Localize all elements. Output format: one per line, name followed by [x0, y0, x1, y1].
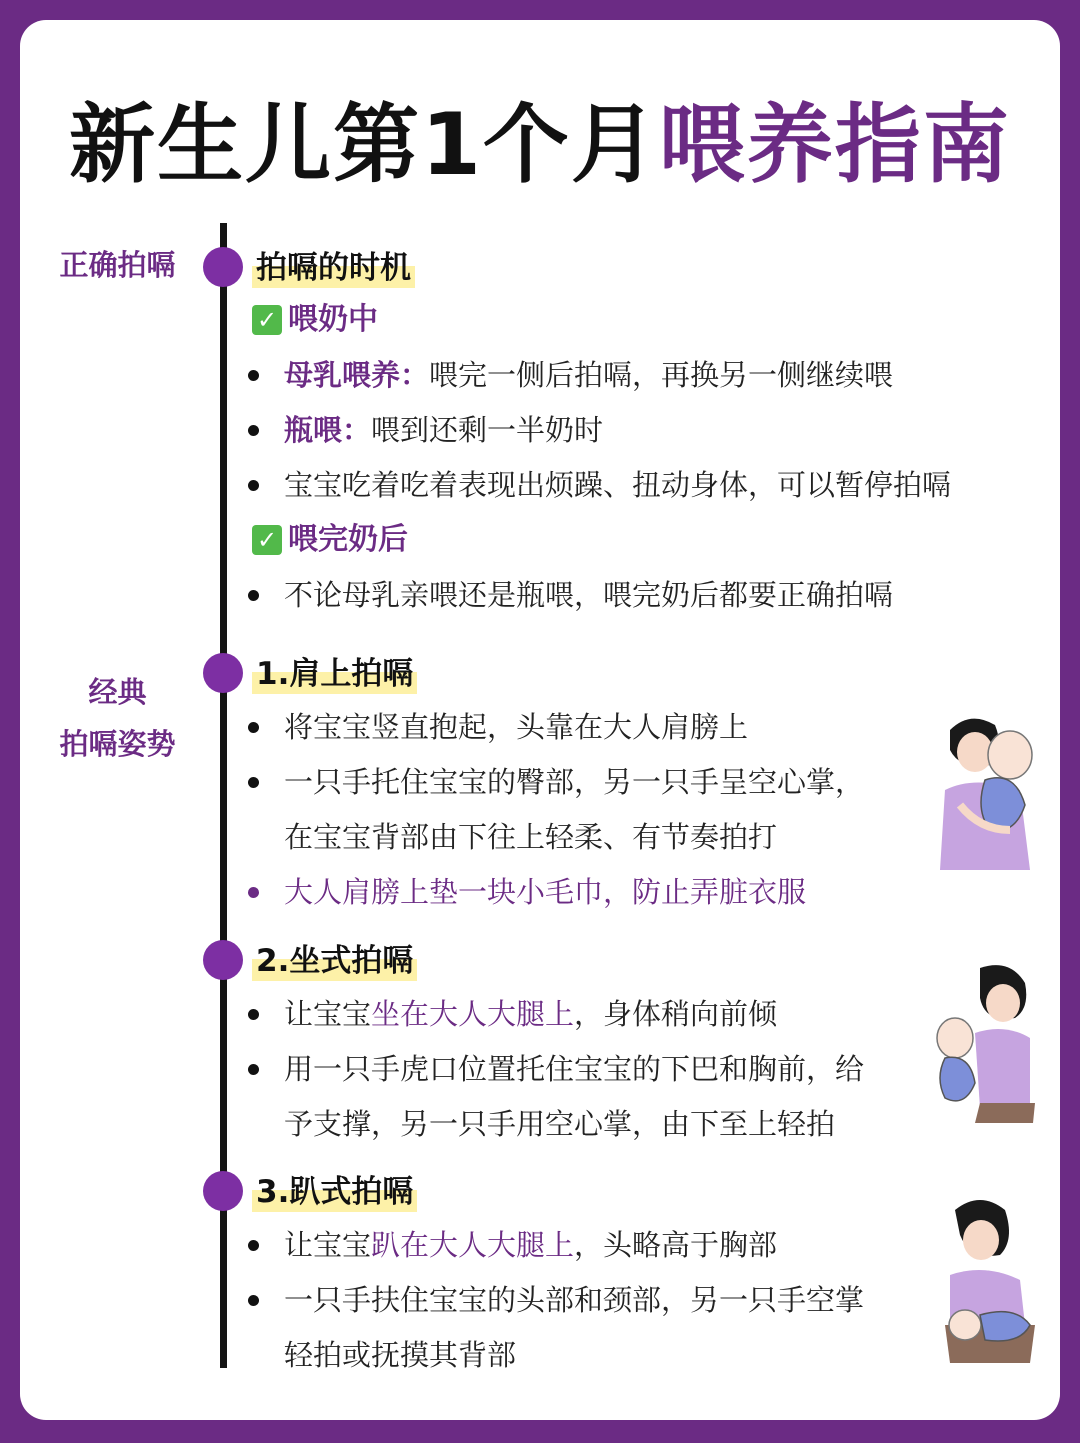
timeline-dot: [203, 940, 243, 980]
lying-burp-illustration: [925, 1185, 1045, 1365]
guide-card: [20, 20, 1060, 1420]
check-icon: ✓: [252, 305, 282, 335]
item-text: 用一只手虎口位置托住宝宝的下巴和胸前，给: [284, 1052, 865, 1086]
section-title-lying: 3.趴式拍嗝: [252, 1172, 417, 1212]
item-label: 瓶喂：: [284, 413, 372, 447]
item-highlight: 坐在大人大腿上: [371, 997, 575, 1031]
section-title-timing: 拍嗝的时机: [252, 248, 415, 288]
side-label-burping: 正确拍嗝: [59, 248, 176, 282]
item-text-continued: 轻拍或抚摸其背部: [284, 1338, 517, 1372]
item-text-continued: 予支撑，另一只手用空心掌，由下至上轻拍: [284, 1107, 836, 1141]
item-highlight: 趴在大人大腿上: [371, 1228, 575, 1262]
section-title-sitting: 2.坐式拍嗝: [252, 941, 417, 981]
during-feeding-heading: [252, 300, 378, 340]
item-text: 一只手托住宝宝的臀部，另一只手呈空心掌，: [284, 765, 865, 799]
after-feeding-heading: [252, 520, 408, 560]
timeline-dot: [203, 1171, 243, 1211]
side-label-positions-line1: 经典: [88, 675, 147, 709]
after-feeding-label: 喂完奶后: [288, 522, 408, 557]
item-text: 喂到还剩一半奶时: [371, 413, 604, 447]
item-text: 让宝宝: [284, 1228, 372, 1262]
item-text-continued: 在宝宝背部由下往上轻柔、有节奏拍打: [284, 820, 778, 854]
section-title-shoulder: 1.肩上拍嗝: [252, 654, 417, 694]
item-text: 喂完一侧后拍嗝，再换另一侧继续喂: [429, 358, 894, 392]
sitting-burp-illustration: [925, 958, 1045, 1123]
side-label-positions-line2: 拍嗝姿势: [59, 727, 176, 761]
timeline-dot: [203, 653, 243, 693]
during-feeding-label: 喂奶中: [288, 302, 378, 337]
check-icon: ✓: [252, 525, 282, 555]
item-text: 将宝宝竖直抱起，头靠在大人肩膀上: [284, 710, 749, 744]
shoulder-burp-illustration: [920, 710, 1040, 880]
item-text: 宝宝吃着吃着表现出烦躁、扭动身体，可以暂停拍嗝: [284, 468, 952, 502]
title-highlight: 喂养指南: [658, 95, 1011, 195]
item-text: 不论母乳亲喂还是瓶喂，喂完奶后都要正确拍嗝: [284, 578, 894, 612]
timeline-dot: [203, 247, 243, 287]
item-text: 大人肩膀上垫一块小毛巾，防止弄脏衣服: [284, 875, 807, 909]
item-text: ，身体稍向前倾: [574, 997, 778, 1031]
item-label: 母乳喂养：: [284, 358, 430, 392]
item-text: 让宝宝: [284, 997, 372, 1031]
item-text: 一只手扶住宝宝的头部和颈部，另一只手空掌: [284, 1283, 865, 1317]
item-text: ，头略高于胸部: [574, 1228, 778, 1262]
page-title: [20, 90, 1060, 200]
title-main: 新生儿第1个月: [69, 95, 659, 195]
